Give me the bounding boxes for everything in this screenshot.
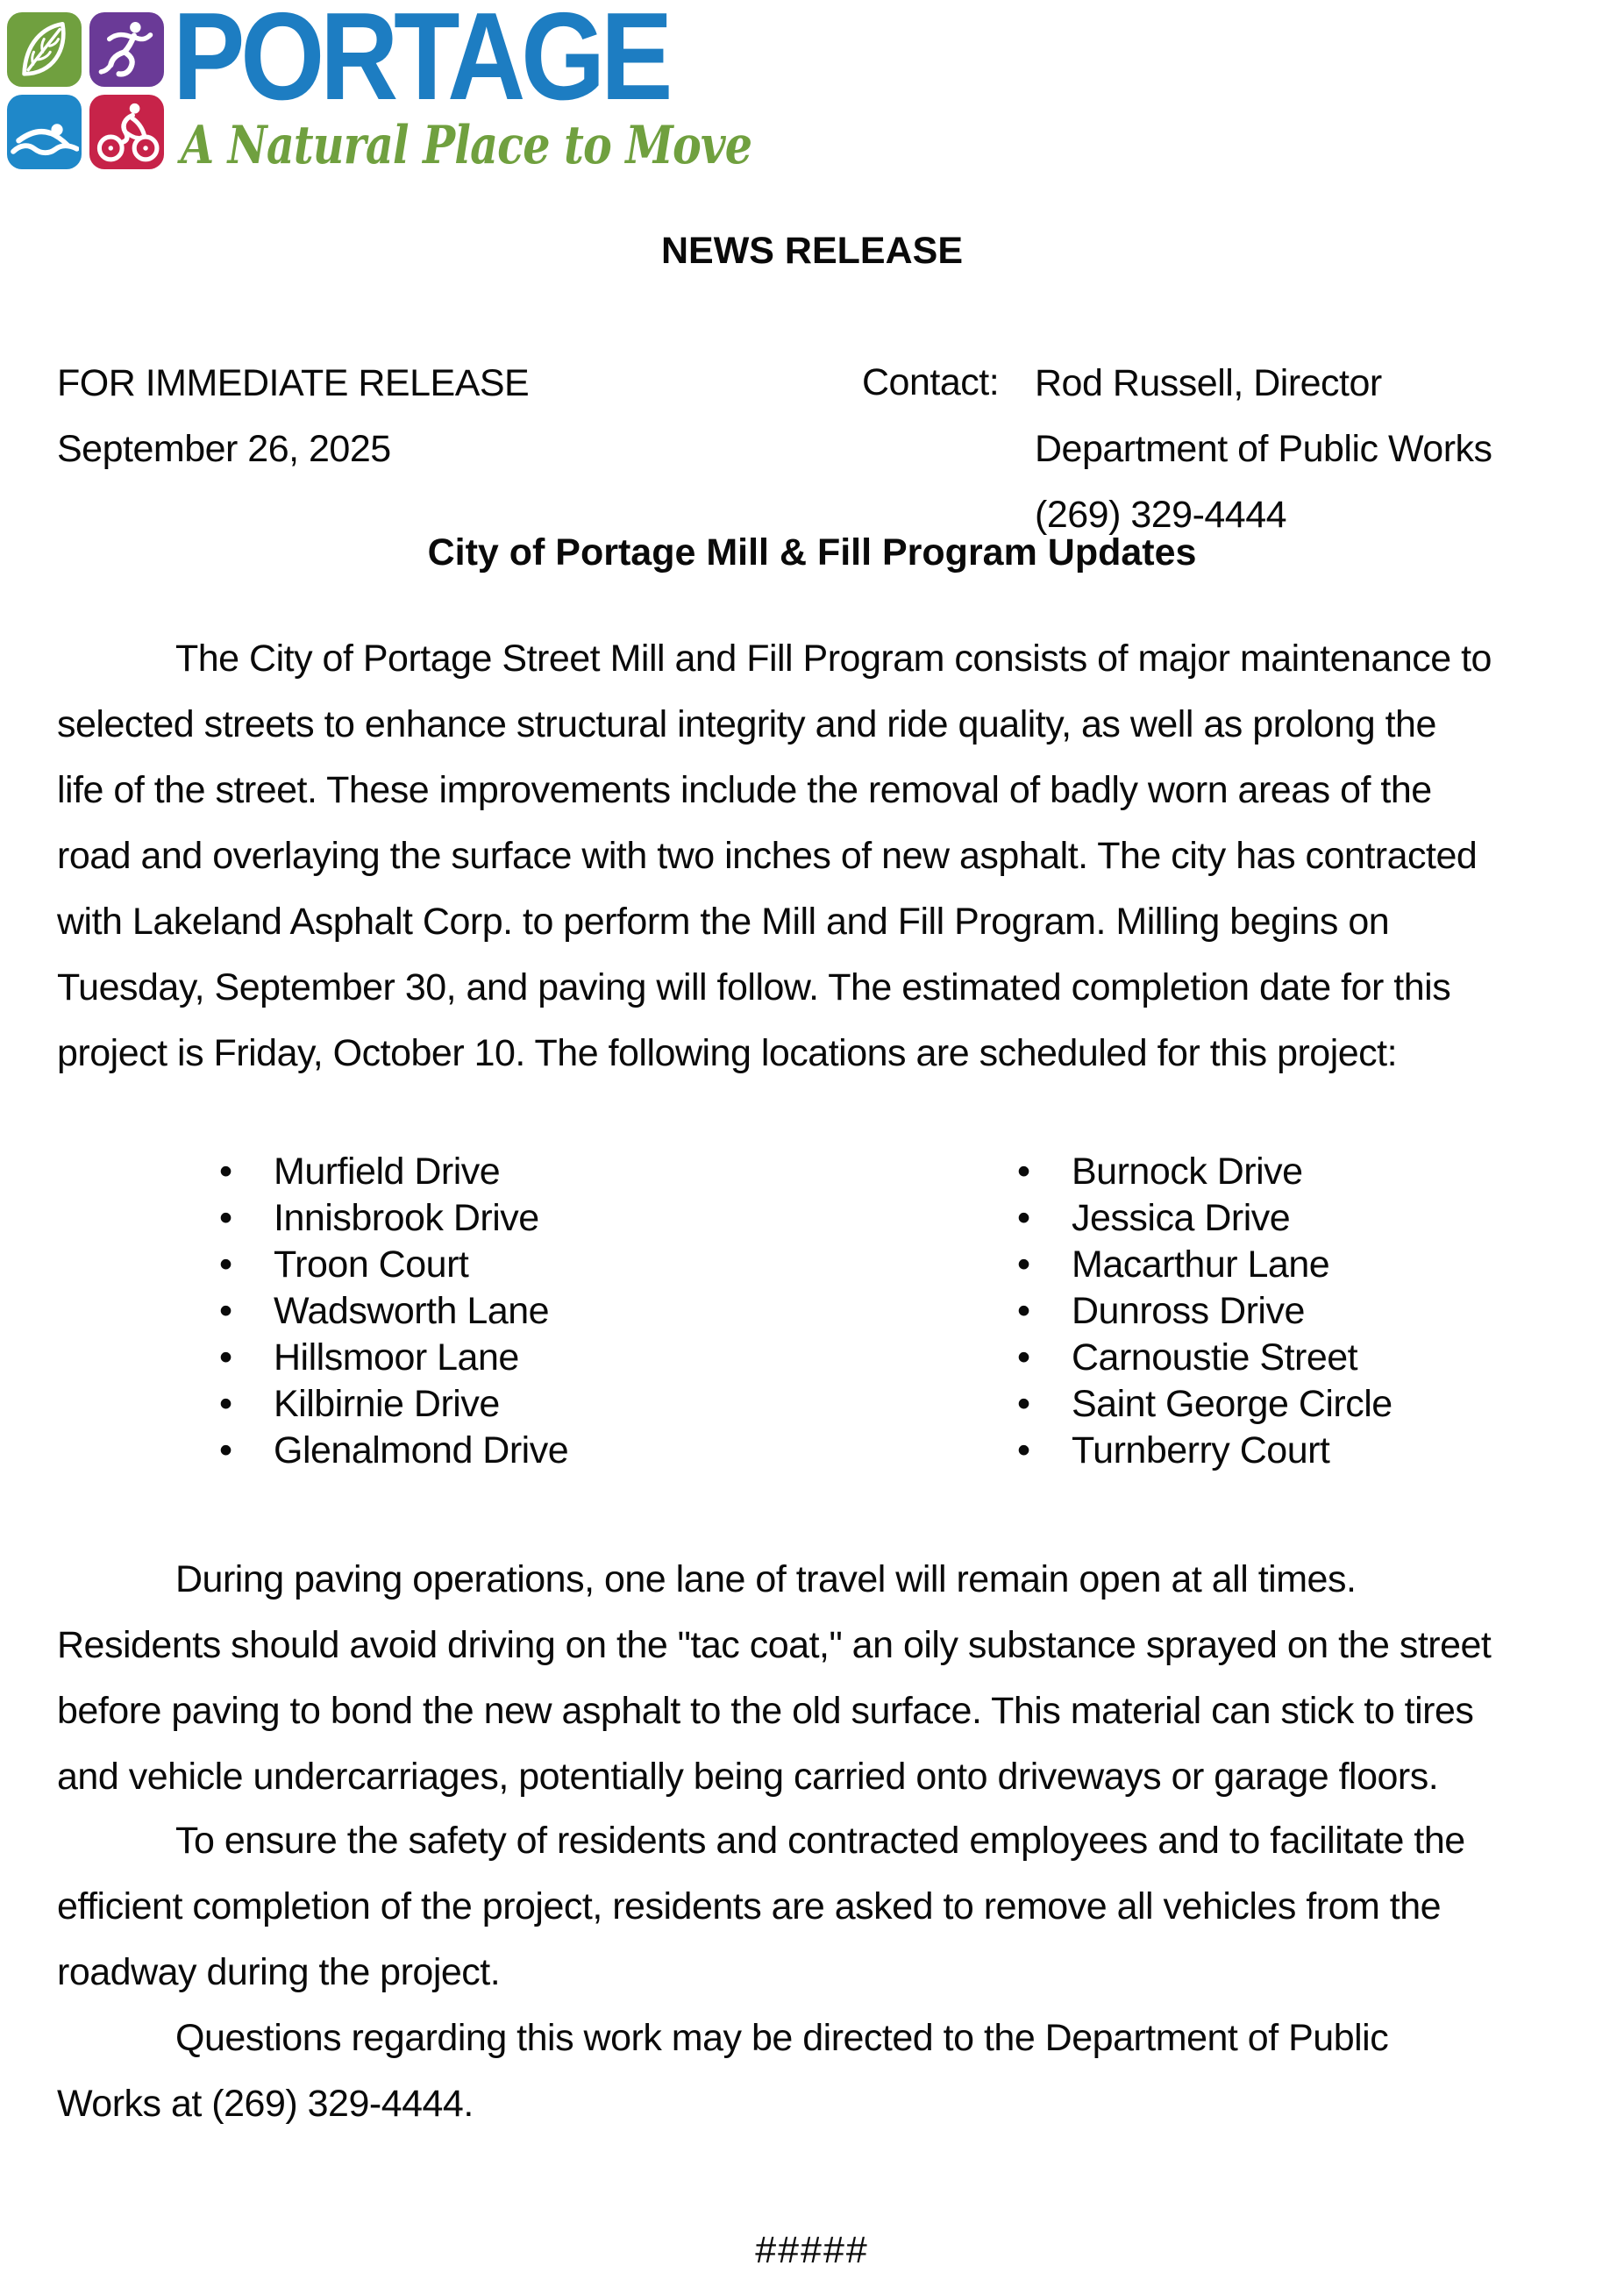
- news-release-heading: NEWS RELEASE: [660, 230, 964, 272]
- street-item: • Jessica Drive: [1017, 1195, 1393, 1242]
- paragraph-3: [57, 1808, 1600, 2006]
- release-block: [57, 351, 529, 482]
- street-item: • Murfield Drive: [219, 1149, 568, 1195]
- paragraph-line: Works at (269) 329-4444.: [57, 2083, 474, 2125]
- runner-icon: [89, 12, 164, 87]
- paragraph-line: efficient completion of the project, residents are asked to remove all vehicles from the: [57, 1885, 1442, 1927]
- contact-name: Rod Russell, Director: [1035, 362, 1382, 404]
- contact-label: Contact:: [862, 361, 1000, 403]
- paragraph-line: before paving to bond the new asphalt to the old surface. This material can stick to tires: [57, 1690, 1474, 1732]
- street-item: • Burnock Drive: [1017, 1149, 1393, 1195]
- paragraph-line: selected streets to enhance structural integrity and ride quality, as well as prolong the: [57, 703, 1436, 745]
- swimmer-icon: [7, 95, 82, 169]
- street-item: • Hillsmoor Lane: [219, 1335, 568, 1381]
- logo-tagline: A Natural Place to Move: [181, 115, 752, 176]
- paragraph-line: road and overlaying the surface with two inches of new asphalt. The city has contracted: [57, 835, 1478, 877]
- street-item: • Saint George Circle: [1017, 1381, 1393, 1428]
- street-item: • Wadsworth Lane: [219, 1288, 568, 1335]
- paragraph-2: [57, 1547, 1600, 1810]
- paragraph-line: project is Friday, October 10. The following locations are scheduled for this project:: [57, 1032, 1398, 1074]
- street-list-left: [219, 1149, 568, 1474]
- contact-phone: (269) 329-4444: [1035, 494, 1287, 536]
- leaf-icon: [7, 12, 82, 87]
- paragraph-line: The City of Portage Street Mill and Fill Program consists of major maintenance to: [175, 638, 1492, 680]
- cyclist-icon: [89, 95, 164, 169]
- contact-block: [1035, 351, 1492, 548]
- street-item: • Carnoustie Street: [1017, 1335, 1393, 1381]
- city-logo: [7, 12, 165, 176]
- street-list-right: [1017, 1149, 1393, 1474]
- paragraph-line: life of the street. These improvements include the removal of badly worn areas of the: [57, 769, 1432, 811]
- street-item: • Innisbrook Drive: [219, 1195, 568, 1242]
- release-date: September 26, 2025: [57, 428, 391, 470]
- for-immediate-release: FOR IMMEDIATE RELEASE: [57, 362, 530, 404]
- street-item: • Turnberry Court: [1017, 1428, 1393, 1474]
- paragraph-line: To ensure the safety of residents and contracted employees and to facilitate the: [175, 1820, 1465, 1862]
- paragraph-line: Residents should avoid driving on the "tac coat," an oily substance sprayed on the street: [57, 1624, 1492, 1666]
- document-title: City of Portage Mill & Fill Program Updates: [427, 531, 1197, 574]
- paragraph-line: and vehicle undercarriages, potentially being carried onto driveways or garage floors.: [57, 1756, 1439, 1798]
- street-item: • Glenalmond Drive: [219, 1428, 568, 1474]
- paragraph-line: Tuesday, September 30, and paving will follow. The estimated completion date for this: [57, 966, 1451, 1008]
- paragraph-line: roadway during the project.: [57, 1951, 501, 1993]
- paragraph-4: [57, 2006, 1600, 2137]
- paragraph-line: During paving operations, one lane of travel will remain open at all times.: [175, 1558, 1357, 1600]
- street-item: • Dunross Drive: [1017, 1288, 1393, 1335]
- paragraph-line: with Lakeland Asphalt Corp. to perform the Mill and Fill Program. Milling begins on: [57, 901, 1390, 943]
- logo-wordmark: PORTAGE: [173, 0, 669, 126]
- street-item: • Macarthur Lane: [1017, 1242, 1393, 1288]
- end-mark: #####: [755, 2229, 869, 2271]
- paragraph-1: [57, 626, 1600, 1087]
- street-item: • Kilbirnie Drive: [219, 1381, 568, 1428]
- contact-department: Department of Public Works: [1035, 428, 1492, 470]
- street-item: • Troon Court: [219, 1242, 568, 1288]
- paragraph-line: Questions regarding this work may be directed to the Department of Public: [175, 2017, 1389, 2059]
